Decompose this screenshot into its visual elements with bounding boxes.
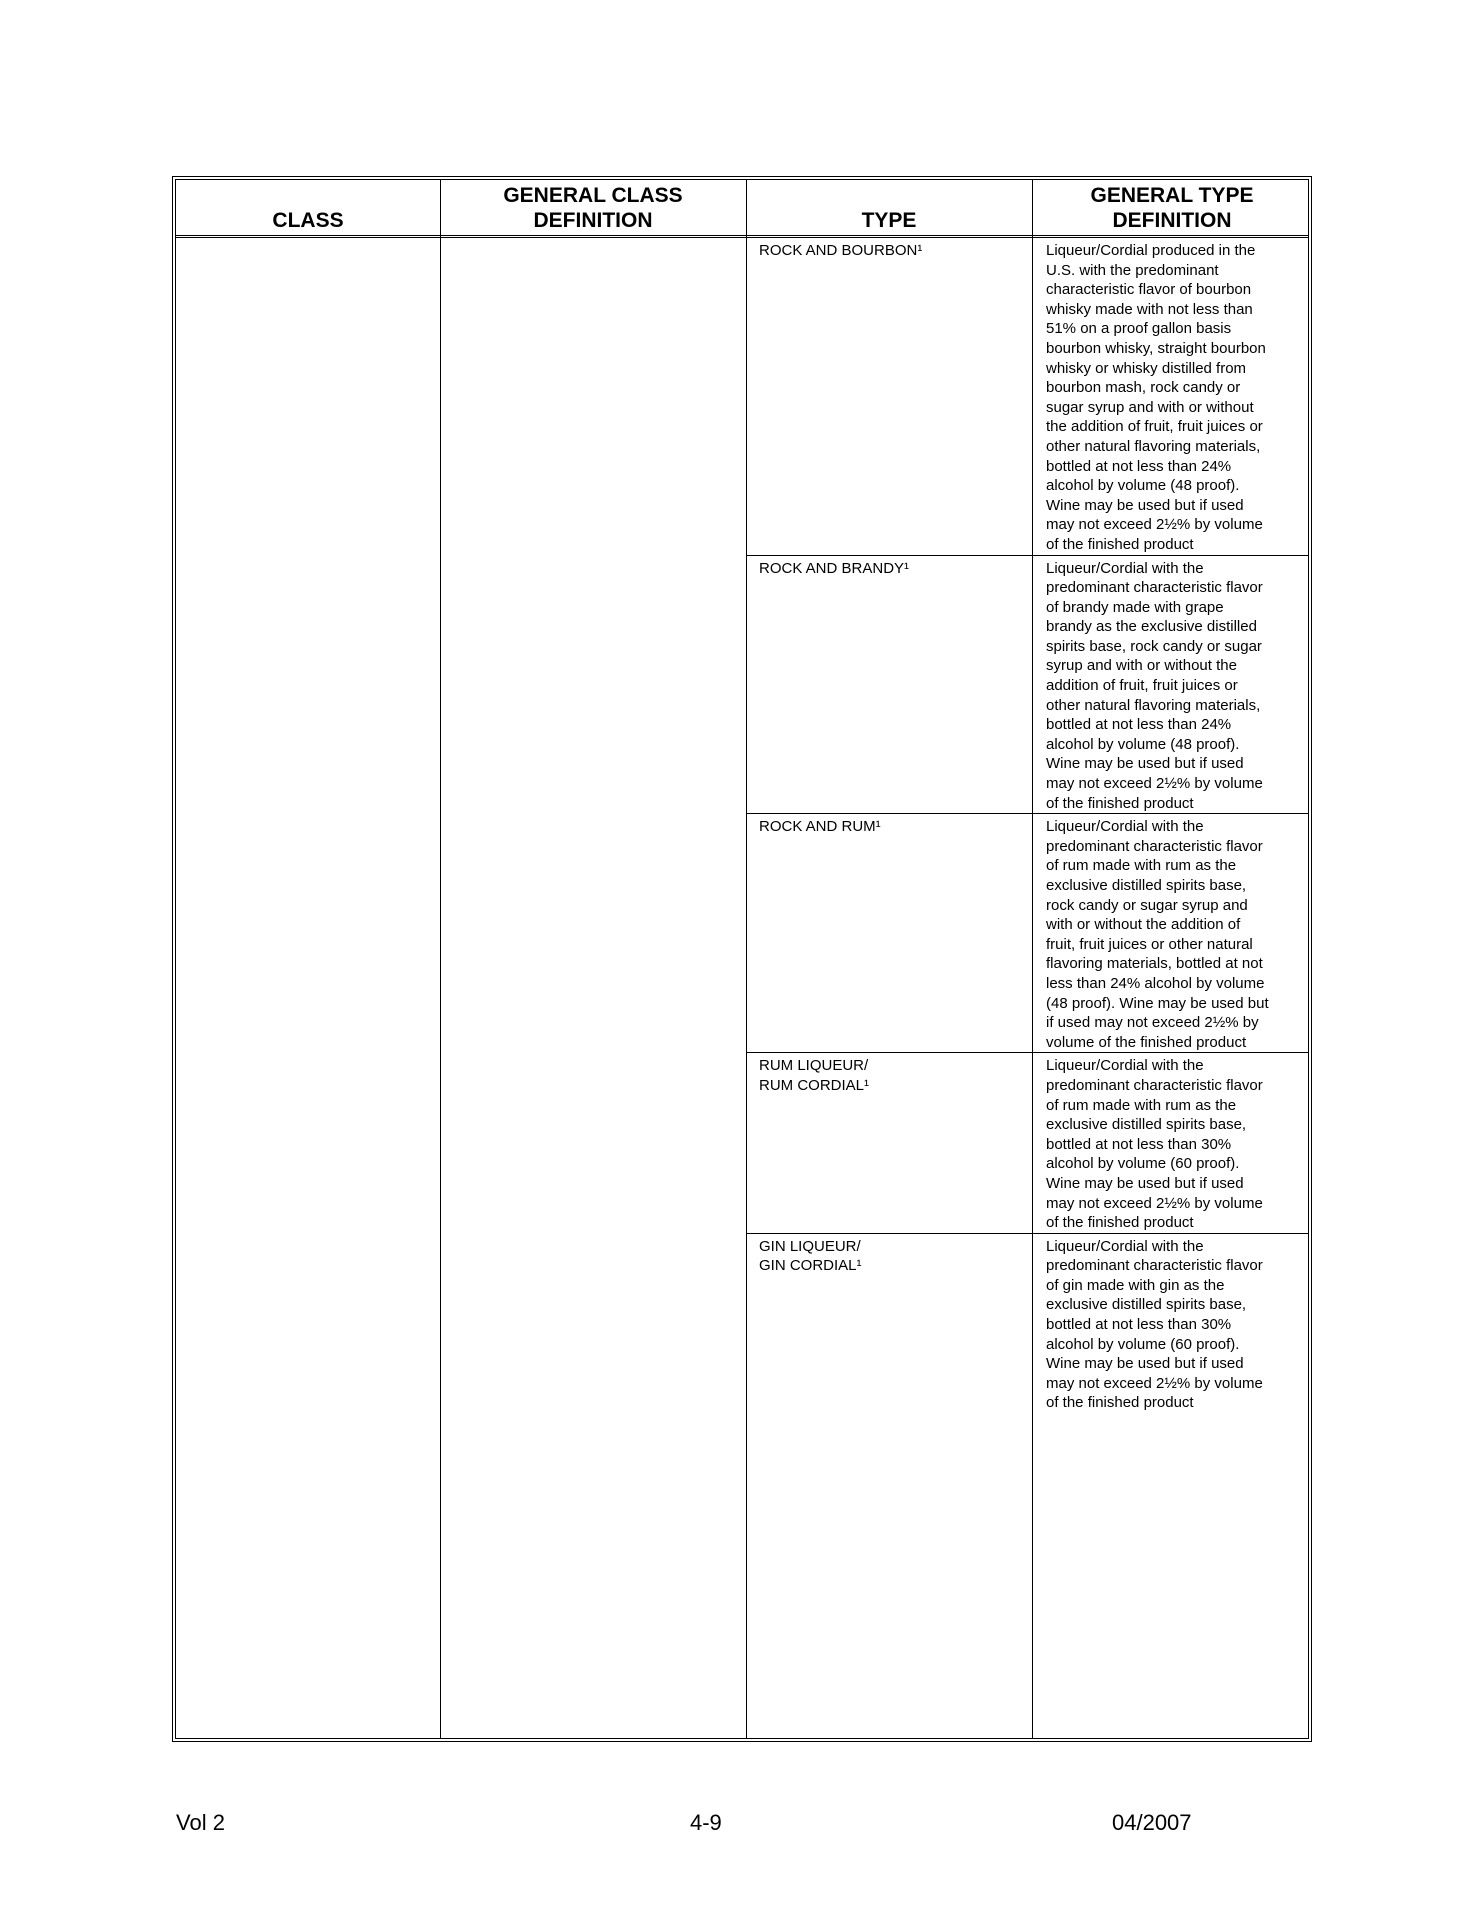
type-cell: RUM LIQUEUR/ RUM CORDIAL¹ — [759, 1057, 870, 1094]
type-definition-cell: Liqueur/Cordial with the predominant characteristic flavor of brandy made with grape brandy as the exclusive distilled spirits base, rock candy or sugar syrup and with or without the addition of fruit, fruit juices or other natural flavoring materials, bottled at not less than 24% alcohol by volume (48 proof). Wine may be used but if used may not exceed 2½% by volume of the finished product — [1046, 559, 1263, 812]
table-row — [746, 1053, 1308, 1233]
type-definition-cell: Liqueur/Cordial with the predominant characteristic flavor of rum made with rum as the exclusive distilled spirits base, rock candy or sugar syrup and with or without the addition of fruit, fruit juices or other natural flavoring materials, bottled at not less than 24% alcohol by volume (48 proof). Wine may be used but if used may not exceed 2½% by volume of the finished product — [1046, 818, 1269, 1051]
type-cell: ROCK AND BOURBON¹ — [759, 242, 923, 259]
type-definition-cell: Liqueur/Cordial with the predominant characteristic flavor of rum made with rum as the exclusive distilled spirits base, bottled at not less than 30% alcohol by volume (60 proof). Wine may be used but if used may not exceed 2½% by volume of the finished product — [1046, 1057, 1263, 1232]
classification-table — [172, 176, 1312, 1742]
type-definition-cell: Liqueur/Cordial produced in the U.S. with the predominant characteristic flavor of bourbon whisky made with not less than 51% on a proof gallon basis bourbon whisky, straight bourbon whisky or whisky distilled from bourbon mash, rock candy or sugar syrup and with or without the addition of fruit, fruit juices or other natural flavoring materials, bottled at not less than 24% alcohol by volume (48 proof). Wine may be used but if used may not exceed 2½% by volume of the finished product — [1046, 242, 1266, 553]
footer-page-number: 4-9 — [690, 1810, 722, 1835]
footer-date: 04/2007 — [1112, 1810, 1192, 1835]
type-cell: GIN LIQUEUR/ GIN CORDIAL¹ — [759, 1237, 862, 1275]
type-cell: ROCK AND RUM¹ — [759, 818, 881, 836]
table-row — [746, 1234, 1308, 1413]
table-body — [746, 238, 1308, 1413]
header-general-class-definition: GENERAL CLASS DEFINITION — [503, 184, 683, 232]
header-general-type-definition: GENERAL TYPE DEFINITION — [1090, 184, 1254, 232]
type-cell: ROCK AND BRANDY¹ — [759, 559, 910, 577]
type-definition-cell: Liqueur/Cordial with the predominant characteristic flavor of gin made with gin as the exclusive distilled spirits base, bottled at not less than 30% alcohol by volume (60 proof). Wine may be used but if used may not exceed 2½% by volume of the finished product — [1046, 1237, 1263, 1412]
header-type: TYPE — [861, 209, 917, 232]
table-row — [746, 814, 1308, 1053]
table-row — [746, 238, 1308, 556]
table-row — [746, 556, 1308, 815]
column-divider — [440, 180, 441, 1738]
table-header-row — [176, 180, 1308, 238]
footer-volume: Vol 2 — [176, 1810, 225, 1835]
header-class: CLASS — [272, 209, 344, 232]
